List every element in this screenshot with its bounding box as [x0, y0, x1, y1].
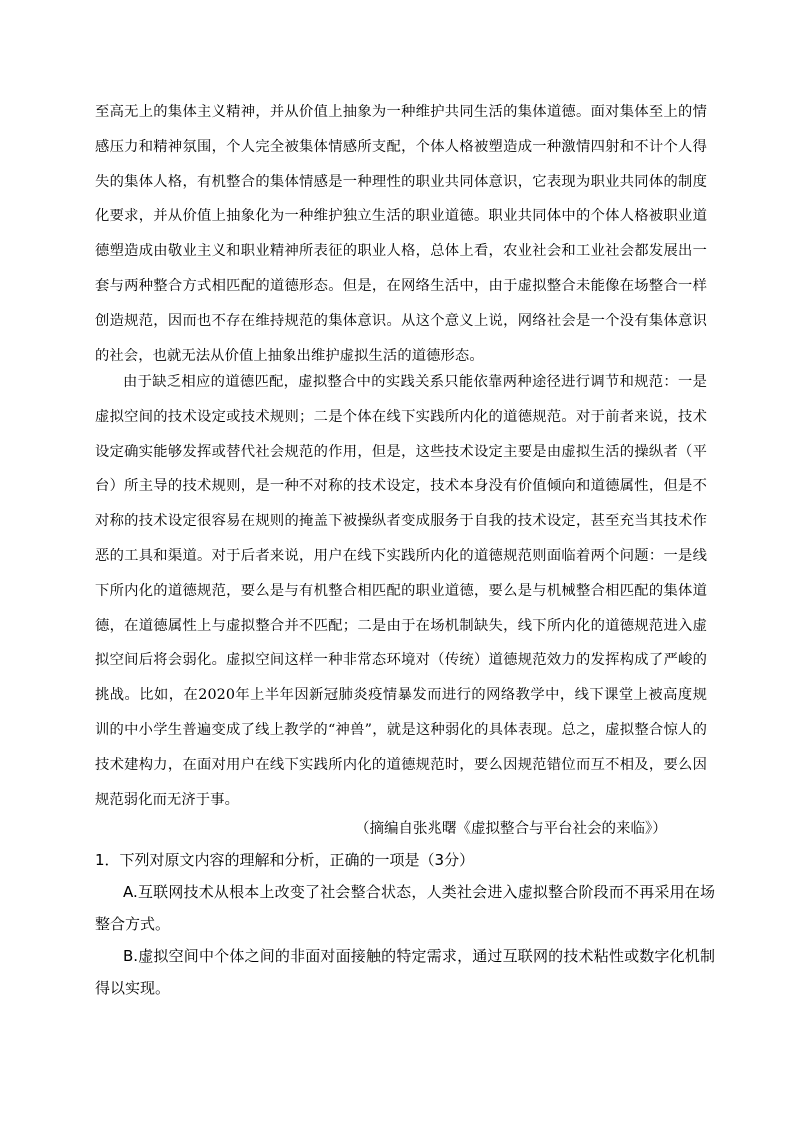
passage-paragraph-1: 至高无上的集体主义精神，并从价值上抽象为一种维护共同生活的集体道德。面对集体至上的情感压力和精神氛围，个人完全被集体情感所支配，个体人格被塑造成一种激情四射和不计个人得失的集体人格，有机整合的集体情感是一种理性的职业共同体意识，它表现为职业共同体的制度化要求，并从价值上抽象化为一种维护独立生活的职业道德。职业共同体中的个体人格被职业道德塑造成由敬业主义和职业精神所表征的职业人格，总体上看，农业社会和工业社会都发展出一套与两种整合方式相匹配的道德形态。但是，在网络生活中，由于虚拟整合未能像在场整合一样创造规范，因而也不存在维持规范的集体意识。从这个意义上说，网络社会是一个没有集体意识的社会，也就无法从价值上抽象出维护虚拟生活的道德形态。 — [95, 104, 707, 364]
question-1-option-a: A.互联网技术从根本上改变了社会整合状态，人类社会进入虚拟整合阶段而不再采用在场整合方式。 — [95, 883, 715, 933]
question-1-option-b: B.虚拟空间中个体之间的非面对面接触的特定需求，通过互联网的技术粘性或数字化机制得以实现。 — [95, 947, 715, 997]
question-1-stem: 1．下列对原文内容的理解和分析，正确的一项是（3分） — [95, 851, 475, 869]
source-citation: （摘编自张兆曙《虚拟整合与平台社会的来临》） — [355, 821, 667, 837]
passage-paragraph-2: 由于缺乏相应的道德匹配，虚拟整合中的实践关系只能依靠两种途径进行调节和规范：一是虚拟空间的技术设定或技术规则；二是个体在线下实践所内化的道德规范。对于前者来说，技术设定确实能够发挥或替代社会规范的作用，但是，这些技术设定主要是由虚拟生活的操纵者（平台）所主导的技术规则，是一种不对称的技术设定，技术本身没有价值倾向和道德属性，但是不对称的技术设定很容易在规则的掩盖下被操纵者变成服务于自我的技术设定，甚至充当其技术作恶的工具和渠道。对于后者来说，用户在线下实践所内化的道德规范则面临着两个问题：一是线下所内化的道德规范，要么是与有机整合相匹配的职业道德，要么是与机械整合相匹配的集体道德，在道德属性上与虚拟整合并不匹配；二是由于在场机制缺失，线下所内化的道德规范进入虚拟空间后将会弱化。虚拟空间这样一种非常态环境对（传统）道德规范效力的发挥构成了严峻的挑战。比如，在2020年上半年因新冠肺炎疫情暴发而进行的网络教学中，线下课堂上被高度规训的中小学生普遍变成了线上教学的“神兽”，就是这种弱化的具体表现。总之，虚拟整合惊人的技术建构力，在面对用户在线下实践所内化的道德规范时，要么因规范错位而互不相及，要么因规范弱化而无济于事。 — [95, 374, 707, 808]
